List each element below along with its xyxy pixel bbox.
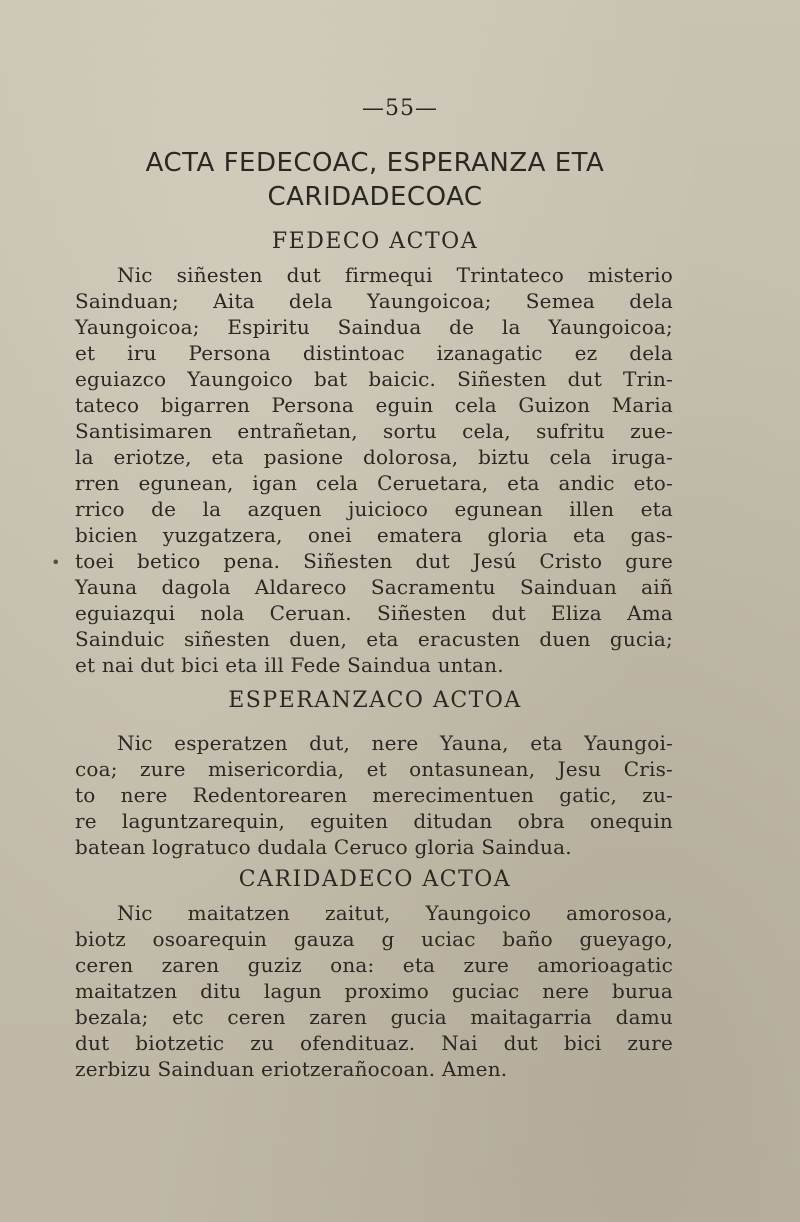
text-line: Nic esperatzen dut, nere Yauna, eta Yaungoi- xyxy=(117,731,673,755)
text-line: et nai dut bici eta ill Fede Saindua untan. xyxy=(75,653,504,677)
page-number: —55— xyxy=(362,96,438,121)
text-line: toei betico pena. Siñesten dut Jesú Cristo gure xyxy=(75,549,673,573)
text-line: zerbizu Sainduan eriotzerañocoan. Amen. xyxy=(75,1057,508,1081)
text-line: Yaungoicoa; Espiritu Saindua de la Yaungoicoa; xyxy=(75,315,673,339)
text-line: ceren zaren guziz ona: eta zure amorioagatic xyxy=(75,953,673,977)
text-line: tateco bigarren Persona eguin cela Guizon Maria xyxy=(75,393,673,417)
text-line: biotz osoarequin gauza g uciac baño gueyago, xyxy=(75,927,673,951)
text-line: et iru Persona distintoac izanagatic ez dela xyxy=(75,341,673,365)
text-line: Sainduic siñesten duen, eta eracusten duen gucia; xyxy=(75,627,673,651)
section-heading-esperanzaco: ESPERANZACO ACTOA xyxy=(228,688,522,713)
section-heading-fedeco: FEDECO ACTOA xyxy=(271,229,479,254)
text-line: Santisimaren entrañetan, sortu cela, sufritu zue- xyxy=(75,419,673,443)
page-title xyxy=(60,146,690,214)
text-line: rren egunean, igan cela Ceruetara, eta andic eto- xyxy=(75,471,673,495)
text-line: Sainduan; Aita dela Yaungoicoa; Semea dela xyxy=(75,289,673,313)
title-line: ACTA FEDECOAC, ESPERANZA ETA xyxy=(145,148,605,178)
text-line: eguiazco Yaungoico bat baicic. Siñesten dut Trin- xyxy=(75,367,673,391)
text-line: Nic maitatzen zaitut, Yaungoico amorosoa, xyxy=(117,901,673,925)
text-line: re laguntzarequin, eguiten ditudan obra onequin xyxy=(75,809,673,833)
text-line: eguiazqui nola Ceruan. Siñesten dut Eliza Ama xyxy=(75,601,673,625)
text-line: la eriotze, eta pasione dolorosa, biztu cela iruga- xyxy=(75,445,673,469)
text-line: rrico de la azquen juicioco egunean illen eta xyxy=(75,497,673,521)
text-line: bezala; etc ceren zaren gucia maitagarria damu xyxy=(75,1005,673,1029)
text-line: bicien yuzgatzera, onei ematera gloria eta gas- xyxy=(75,523,673,547)
text-line: to nere Redentorearen merecimentuen gatic, zu- xyxy=(75,783,673,807)
title-line: CARIDADECOAC xyxy=(267,182,483,212)
section-heading-caridadeco: CARIDADECO ACTOA xyxy=(238,867,512,892)
text-line: Yauna dagola Aldareco Sacramentu Sainduan aiñ xyxy=(75,575,673,599)
text-line: maitatzen ditu lagun proximo guciac nere burua xyxy=(75,979,673,1003)
text-line: Nic siñesten dut firmequi Trintateco misterio xyxy=(117,263,673,287)
text-line: batean logratuco dudala Ceruco gloria Saindua. xyxy=(75,835,572,859)
text-line: coa; zure misericordia, et ontasunean, Jesu Cris- xyxy=(75,757,673,781)
text-line: dut biotzetic zu ofendituaz. Nai dut bici zure xyxy=(75,1031,673,1055)
margin-dot: • xyxy=(51,553,61,572)
